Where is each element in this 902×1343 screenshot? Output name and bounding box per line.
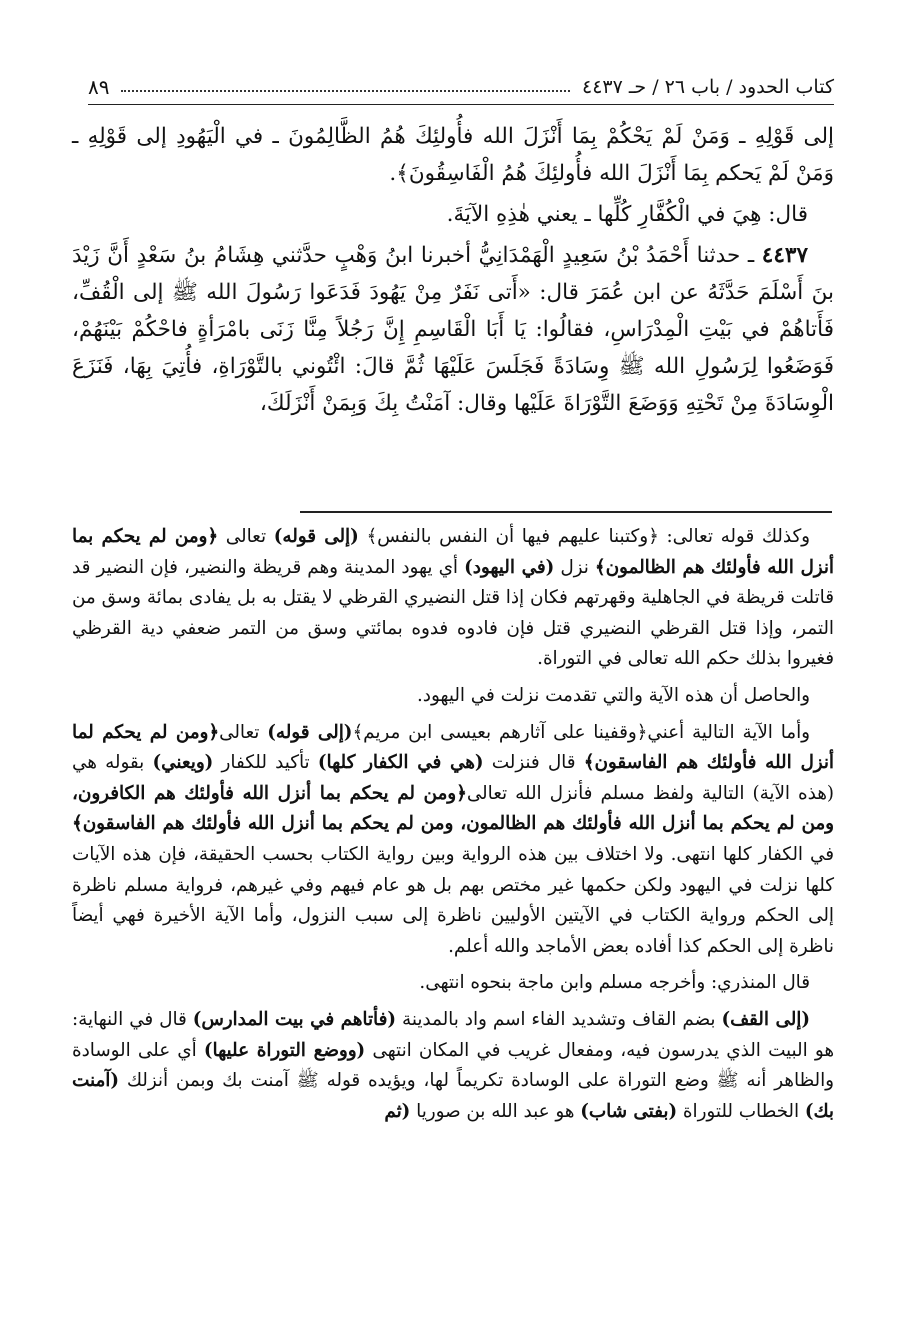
commentary-lemma: ﴿ومن لم يحكم لما أنزل الله فأولئك هم الفاسقون﴾ — [72, 721, 835, 774]
commentary-lemma: (ثم — [384, 1100, 411, 1122]
commentary-lemma: (إلى قوله) — [267, 721, 353, 743]
commentary-lemma: (إلى القف) — [721, 1008, 811, 1030]
commentary-paragraph — [72, 522, 834, 675]
hadith-text: ـ حدثنا أَحْمَدُ بْنُ سَعِيدٍ الْهَمْدَانِيُّ أخبرنا ابنُ وَهْبٍ حدَّثني هِشَامُ بنُ سَعْدٍ أَنَّ زَيْدَ بنَ أَسْلَمَ حَدَّثَهُ عن ابن عُمَرَ قال: «أَتى نَفَرٌ مِنْ يَهُودَ فَدَعَوا رَسُولَ الله ﷺ إلى الْقُفِّ، فَأَتاهُمْ في بَيْتِ الْمِدْرَاسِ، فقالُوا: يَا أَبَا الْقَاسِمِ إِنَّ رَجُلاً مِنَّا زَنَى بامْرَأةٍ فاحْكُمْ بَيْنَهُمْ، فَوَضَعُوا لِرَسُولِ الله ﷺ وِسَادَةً فَجَلَسَ عَلَيْهَا ثُمَّ قالَ: ائْتُوني بالتَّوْرَاةِ، فأُتِيَ بِهَا، فَنَزَعَ الْوِسَادَةَ مِنْ تَحْتِهِ وَوَضَعَ التَّوْرَاةَ عَلَيْها وقال: آمَنْتُ بِكَ وَبِمَنْ أَنْزَلَكَ، — [72, 243, 834, 416]
running-header — [88, 70, 834, 105]
commentary-text: أي على الوسادة والظاهر أنه ﷺ وضع التوراة على الوسادة تكريماً لها، ويؤيده قوله ﷺ آمنت بك وبمن أنزلك — [72, 1039, 834, 1092]
commentary-text: قال فنزلت — [483, 752, 584, 774]
commentary-text: قال في النهاية: هو البيت الذي يدرسون فيه، ومفعال غريب في المكان انتهى — [72, 1008, 834, 1061]
hadith-number: ٤٤٣٧ — [761, 243, 808, 268]
commentary-text: تأكيد للكفار — [213, 752, 318, 774]
commentary-lemma: (إلى قوله) — [273, 526, 359, 547]
commentary-text: وكذلك قوله تعالى: ﴿وكتبنا عليهم فيها أن النفس بالنفس﴾ — [358, 526, 810, 547]
commentary-lemma: (ووضع التوراة عليها) — [203, 1039, 366, 1061]
commentary-lemma: (ويعني) — [152, 752, 214, 774]
commentary-text: هو عبد الله بن صوريا — [410, 1100, 581, 1122]
commentary-text: بقوله هي (هذه الآية) التالية ولفظ مسلم فأنزل الله تعالى — [72, 752, 834, 804]
commentary-text: نزل — [554, 556, 595, 578]
commentary — [72, 522, 834, 1133]
commentary-text: الخطاب للتوراة — [677, 1100, 805, 1122]
commentary-paragraph — [72, 1005, 834, 1127]
commentary-text: تعالى — [219, 721, 268, 743]
header-dot-leader — [121, 90, 570, 92]
commentary-text: أي يهود المدينة وهم قريظة والنضير، فإن النضير قد قاتلت قريظة في الجاهلية وقهرتهم فكان إذا قتل النضيري القرظي لا يقتل به بل يفادى بمائة وسق من التمر، وإذا قتل القرظي النضيري قتل فإن فادوه فدوه بمائتي وسق من التمر ضعفي دية القرظي فغيروا بذلك حكم الله تعالى في التوراة. — [72, 556, 834, 670]
commentary-lemma: (في اليهود) — [464, 556, 555, 578]
commentary-lemma: (آمنت بك) — [72, 1070, 834, 1122]
page-number: ٨٩ — [88, 75, 110, 99]
main-paragraph: إلى قَوْلِهِ ـ وَمَنْ لَمْ يَحْكُمْ بِمَا أَنْزَلَ الله فأُولئِكَ هُمُ الظَّالِمُونَ ـ في الْيَهُودِ إلى قَوْلِهِ ـ وَمَنْ لَمْ يَحكم بِمَا أَنْزَلَ الله فأُولئِكَ هُمُ الْفَاسِقُونَ﴾. — [72, 124, 834, 186]
main-text — [72, 118, 834, 426]
commentary-paragraph: قال المنذري: وأخرجه مسلم وابن ماجة بنحوه انتهى. — [419, 972, 810, 994]
commentary-text: في الكفار كلها انتهى. ولا اختلاف بين هذه الرواية وبين رواية الكتاب بحسب الحقيقة، فإن هذه الآيات كلها نزلت في اليهود ولكن حكمها غير مختص بهم بل هو عام فيهم وفي غيرهم، فرواية مسلم ناظرة إلى الحكم ورواية الكتاب في الآيتين الأوليين ناظرة إلى سبب النزول، وأما الآية الأخيرة فهي أيضاً ناظرة إلى الحكم كذا أفاده بعض الأماجد والله أعلم. — [72, 843, 834, 957]
commentary-text: بضم القاف وتشديد الفاء اسم واد بالمدينة — [396, 1008, 722, 1030]
commentary-lemma: ﴿ومن لم يحكم بما أنزل الله فأولئك هم الظالمون﴾ — [72, 526, 834, 578]
commentary-lemma: (فأتاهم في بيت المدارس) — [192, 1008, 397, 1030]
commentary-lemma: (هي في الكفار كلها) — [317, 752, 484, 774]
footnote-separator — [300, 511, 832, 513]
header-title: كتاب الحدود / باب ٢٦ / حـ ٤٤٣٧ — [581, 76, 834, 98]
commentary-paragraph: والحاصل أن هذه الآية والتي تقدمت نزلت في اليهود. — [417, 684, 810, 706]
commentary-lemma: (بفتى شاب) — [580, 1100, 678, 1122]
commentary-text: تعالى — [218, 526, 274, 547]
commentary-paragraph — [72, 718, 834, 963]
commentary-text: وأما الآية التالية أعني﴿وقفينا على آثارهم بعيسى ابن مريم﴾ — [352, 721, 810, 743]
main-paragraph: قال: هِيَ في الْكُفَّارِ كُلِّها ـ يعني هٰذِهِ الآيَةَ. — [446, 202, 808, 227]
hadith-paragraph — [72, 237, 834, 422]
commentary-lemma: ﴿ومن لم يحكم بما أنزل الله فأولئك هم الكافرون، ومن لم يحكم بما أنزل الله فأولئك هم الظالمون، ومن لم يحكم بما أنزل الله فأولئك هم الفاسقون﴾ — [72, 782, 834, 835]
